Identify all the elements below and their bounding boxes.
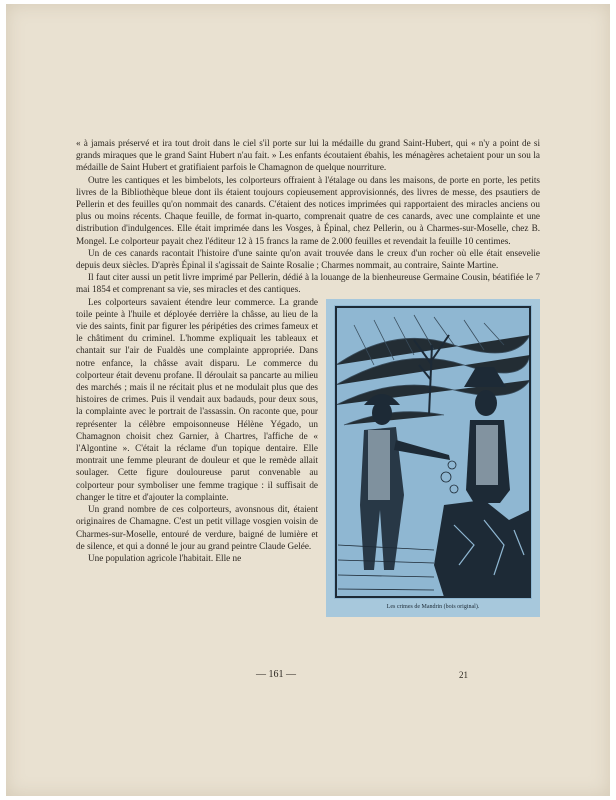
page-number: — 161 — bbox=[256, 669, 296, 680]
woodcut-image bbox=[334, 305, 532, 599]
paragraph: Un de ces canards racontait l'histoire d'une sainte qu'on avait trouvée dans le creux d'un rocher où elle était ensevelie depuis deux siècles. D'après Épinal il s'agissait de Sainte Rosalie ; Charmes nommait, au contraire, Sainte Martine. bbox=[76, 247, 540, 271]
figure-caption: Les crimes de Mandrin (bois original). bbox=[386, 604, 480, 611]
woodcut-illustration bbox=[334, 305, 532, 599]
woodcut-figure bbox=[326, 299, 540, 617]
article-body bbox=[76, 137, 540, 621]
paragraph: Outre les cantiques et les bimbelots, les colporteurs offraient à l'étalage ou dans les maisons, de porte en porte, les petits livres de la Bibliothèque bleue dont ils étaient toujours copieusement approvisionnés, des livres de messe, des psautiers de Pellerin et des feuilles qu'on nommait des canards. C'étaient des notices imprimées qui rapportaient des miracles anciens ou plus ou moins récents. Chaque feuille, de format in-quarto, comprenait quatre de ces canards, avec une complainte et une distribution d'indulgences. Elle était imprimée dans les Vosges, à Épinal, chez Pellerin, ou à Charmes-sur-Moselle, chez B. Mongel. Le colporteur payait chez l'éditeur 12 à 15 francs la rame de 2.000 feuilles et revendait la feuille 10 centimes. bbox=[76, 174, 540, 246]
sheet-number: 21 bbox=[459, 670, 468, 680]
page-sheet bbox=[6, 4, 610, 796]
paragraph: Une population agricole l'habitait. Elle ne bbox=[88, 552, 242, 563]
paragraph: Les colporteurs savaient étendre leur commerce. La grande toile peinte à l'huile et déployée derrière la châsse, au lieu de la vie des saints, finit par figurer les péripéties des crimes fameux et le châtiment du criminel. L'homme expliquait les tableaux et chantait sur l'air de Fualdès une complainte appropriée. Dans notre enfance, la châsse avait disparu. Le commerce du colporteur était devenu profane. Il déroulait sa pancarte au milieu des marchés ; mais il ne récitait plus et ne modulait plus que des histoires de crimes. Puis il vendait aux badauds, pour deux sous, la complainte avec le portrait de l'assassin. On raconte que, pour représenter la célèbre empoisonneuse Hélène Yégado, un Chamagnon choisit chez Garnier, à Chartres, l'affiche de « l'Algontine ». C'était la réclame d'un topique dentaire. Elle montrait une femme pleurant de douleur et que le remède allait soulager. Cette figure douloureuse parut convenable au colporteur pour symboliser une femme tragique : il suffisait de changer le titre et d'ajouter la complainte. bbox=[76, 296, 318, 502]
paragraph: Un grand nombre de ces colporteurs, avonsnous dit, étaient originaires de Chamagne. C'est un petit village vosgien voisin de Charmes-sur-Moselle, entouré de verdure, baigné de lumière et de silence, et qui a donné le jour au grand peintre Claude Gelée. bbox=[76, 504, 318, 551]
paragraph: Il faut citer aussi un petit livre imprimé par Pellerin, dédié à la louange de la bienheureuse Germaine Cousin, béatifiée le 7 mai 1854 et comprenant sa vie, ses miracles et des cantiques. bbox=[76, 272, 540, 295]
paragraph: « à jamais préservé et ira tout droit dans le ciel s'il porte sur lui la médaille du grand Saint-Hubert, qui « n'y a point de si grands miraques que le grand Saint Hubert n'au fait. » Les enfants écoutaient ébahis, les ménagères achetaient pour un sou la médaille de Saint Hubert et gratifiaient parfois le Chamagnon de quelque nourriture. bbox=[76, 138, 540, 173]
